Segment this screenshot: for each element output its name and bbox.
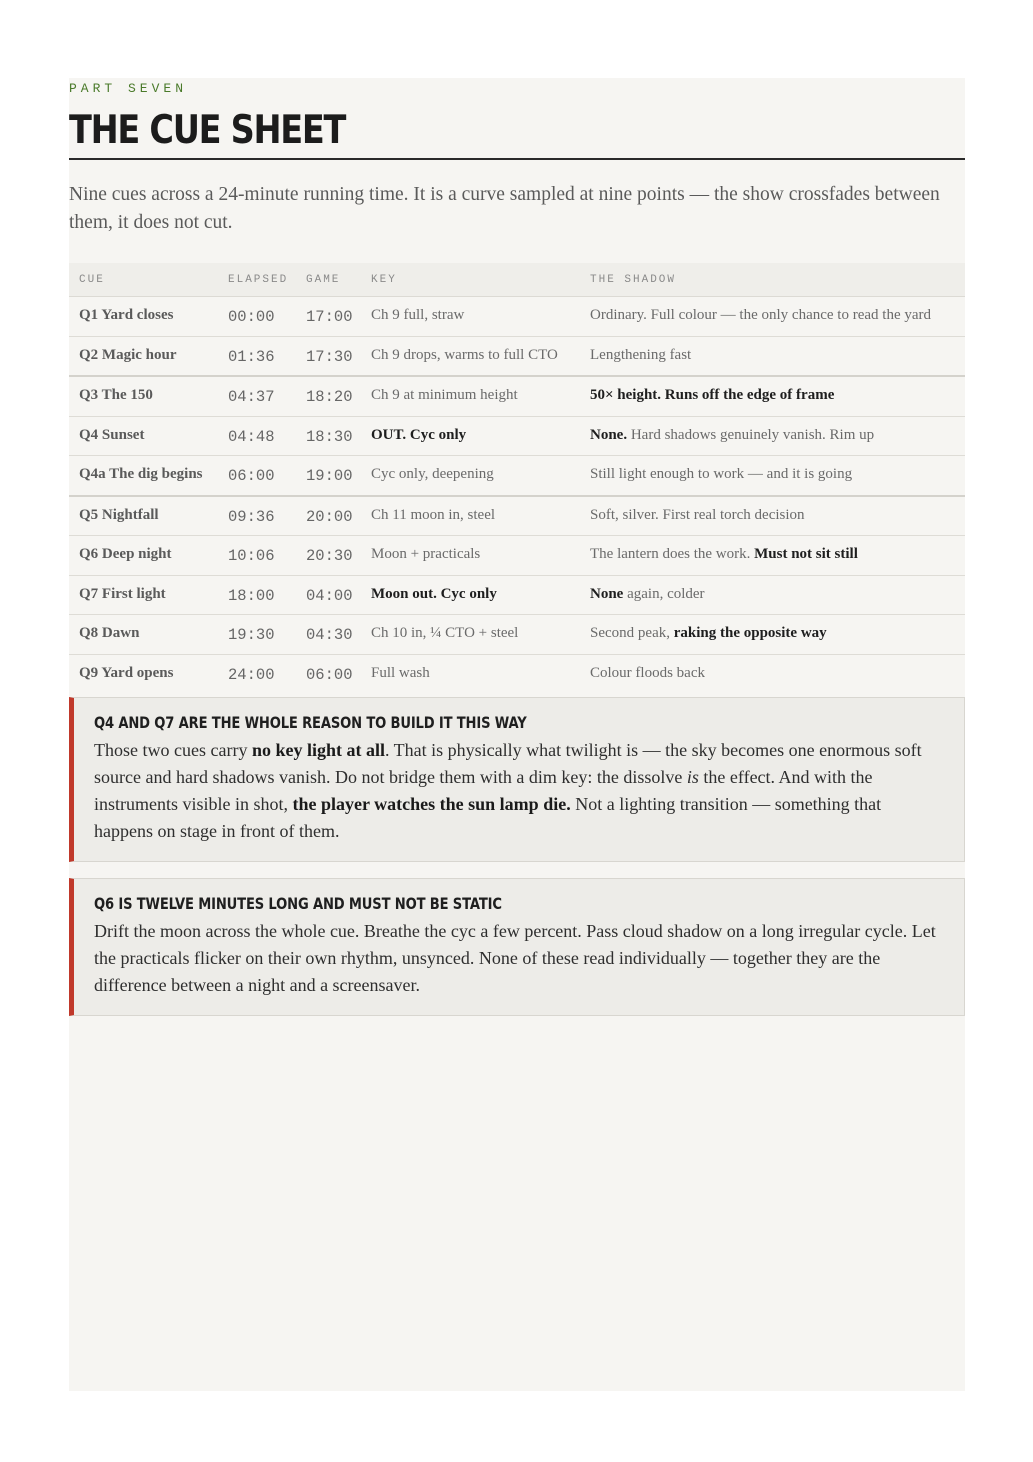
- text-run: Not a lighting transition — something that happens on stage in front of them.: [94, 794, 882, 841]
- cell-key: [361, 615, 580, 655]
- text-run: Drift the moon across the whole cue. Breathe the cyc a few percent. Pass cloud shadow on a long irregular cycle. Let the practicals flicker on their own rhythm, unsynced. None of these read individually — together they are the difference between a night and a screensaver.: [94, 921, 936, 995]
- bold-text: the player watches the sun lamp die.: [292, 794, 571, 814]
- cell-cue: Q4a The dig begins: [69, 456, 218, 496]
- strong-text: None: [590, 585, 624, 602]
- cell-shadow: [580, 496, 965, 536]
- column-header-game: GAME: [296, 263, 361, 297]
- cell-key: [361, 575, 580, 615]
- text-run: Ordinary. Full colour — the only chance to read the yard: [590, 307, 932, 323]
- column-header-elapsed: ELAPSED: [218, 263, 296, 297]
- cell-cue: Q6 Deep night: [69, 536, 218, 576]
- text-run: Ch 10 in, ¼ CTO + steel: [371, 625, 519, 641]
- cell-shadow: [580, 575, 965, 615]
- table-row: [69, 615, 965, 655]
- cell-shadow: [580, 654, 965, 693]
- cell-cue: Q7 First light: [69, 575, 218, 615]
- cell-elapsed: 04:48: [218, 416, 296, 456]
- cell-game: 04:30: [296, 615, 361, 655]
- cell-key: [361, 416, 580, 456]
- cell-elapsed: 19:30: [218, 615, 296, 655]
- text-run: Hard shadows genuinely vanish. Rim up: [627, 426, 875, 443]
- cell-elapsed: 10:06: [218, 536, 296, 576]
- cell-shadow: [580, 297, 965, 337]
- column-header-shadow: THE SHADOW: [580, 263, 965, 297]
- cell-cue: Q3 The 150: [69, 376, 218, 416]
- table-header-row: [69, 263, 965, 297]
- cell-elapsed: 00:00: [218, 297, 296, 337]
- text-run: Ch 9 at minimum height: [371, 387, 518, 403]
- page-title: THE CUE SHEET: [69, 108, 346, 153]
- cell-cue: Q2 Magic hour: [69, 336, 218, 376]
- cell-shadow: [580, 615, 965, 655]
- text-run: Full wash: [371, 664, 430, 681]
- cell-key: [361, 496, 580, 536]
- text-run: Those two cues carry: [94, 740, 252, 760]
- table-row: [69, 496, 965, 536]
- table-row: [69, 416, 965, 456]
- column-header-cue: CUE: [69, 263, 218, 297]
- text-run: Ch 9 full, straw: [371, 307, 465, 323]
- cell-elapsed: 04:37: [218, 376, 296, 416]
- cell-elapsed: 18:00: [218, 575, 296, 615]
- cell-game: 19:00: [296, 456, 361, 496]
- text-run: . That is physically what twilight is — the sky becomes one enormous soft source and hard shadows vanish. Do not bridge them with a dim key: the dissolve: [94, 740, 922, 787]
- callout-q6: [69, 878, 965, 1016]
- cell-key: [361, 654, 580, 693]
- text-run: Still light enough to work — and it is going: [590, 466, 853, 482]
- cell-cue: Q5 Nightfall: [69, 496, 218, 536]
- table-row: [69, 456, 965, 496]
- part-label: PART SEVEN: [69, 81, 188, 96]
- cell-shadow: [580, 336, 965, 376]
- callout-title: Q6 IS TWELVE MINUTES LONG AND MUST NOT BE STATIC: [94, 894, 502, 913]
- table-row: [69, 297, 965, 337]
- cell-elapsed: 09:36: [218, 496, 296, 536]
- strong-text: raking the opposite way: [673, 625, 827, 641]
- cell-game: 06:00: [306, 665, 353, 684]
- cue-table-body: [69, 297, 965, 694]
- text-run: Lengthening fast: [590, 346, 692, 363]
- strong-text: OUT. Cyc only: [371, 426, 467, 443]
- cell-shadow: [580, 376, 965, 416]
- text-run: Ch 11 moon in, steel: [371, 506, 496, 523]
- cell-shadow: [580, 456, 965, 496]
- text-run: again, colder: [623, 585, 705, 602]
- cell-key: [361, 376, 580, 416]
- table-row: [69, 575, 965, 615]
- strong-text: Moon out. Cyc only: [371, 585, 497, 602]
- cell-game: 17:00: [296, 297, 361, 337]
- text-run: Ch 9 drops, warms to full CTO: [371, 346, 558, 363]
- text-run: Second peak,: [590, 625, 674, 641]
- table-row: [69, 336, 965, 376]
- cell-cue: Q8 Dawn: [69, 615, 218, 655]
- text-run: Soft, silver. First real torch decision: [590, 506, 805, 523]
- callout-body: [94, 918, 944, 999]
- text-run: Colour floods back: [590, 664, 705, 681]
- table-row: [69, 654, 965, 693]
- cell-game: 04:00: [296, 575, 361, 615]
- page: [69, 78, 965, 1391]
- intro-text: Nine cues across a 24-minute running time. It is a curve sampled at nine points — the show crossfades between them, it does not cut.: [69, 184, 940, 233]
- bold-text: no key light at all: [251, 740, 385, 760]
- cell-game: 18:20: [296, 376, 361, 416]
- cell-game: 20:30: [296, 536, 361, 576]
- cell-elapsed: 24:00: [228, 665, 275, 684]
- cell-shadow: [580, 416, 965, 456]
- table-row: [69, 536, 965, 576]
- cell-game: 17:30: [296, 336, 361, 376]
- cell-cue: Q4 Sunset: [69, 416, 218, 456]
- strong-text: 50× height. Runs off the edge of frame: [590, 387, 835, 403]
- cell-elapsed: 06:00: [218, 456, 296, 496]
- callout-title: Q4 AND Q7 ARE THE WHOLE REASON TO BUILD IT THIS WAY: [94, 713, 527, 732]
- cell-cue: Q1 Yard closes: [69, 297, 218, 337]
- text-run: The lantern does the work.: [590, 546, 755, 562]
- cell-key: [361, 297, 580, 337]
- cell-cue: Q9 Yard opens: [79, 664, 174, 681]
- text-run: Moon + practicals: [371, 546, 481, 562]
- cell-shadow: [580, 536, 965, 576]
- text-run: the effect. And with the instruments visible in shot,: [94, 767, 873, 814]
- callout-body: [94, 737, 944, 845]
- strong-text: Must not sit still: [754, 546, 858, 562]
- text-run: Cyc only, deepening: [371, 466, 494, 482]
- cell-key: [361, 536, 580, 576]
- cell-elapsed: 01:36: [218, 336, 296, 376]
- callout-q4-q7: [69, 697, 965, 862]
- cell-key: [361, 336, 580, 376]
- strong-text: None.: [590, 426, 628, 443]
- cell-game: 20:00: [296, 496, 361, 536]
- column-header-key: KEY: [361, 263, 580, 297]
- cue-table: [69, 263, 965, 693]
- cell-key: [361, 456, 580, 496]
- table-row: [69, 376, 965, 416]
- cell-game: 18:30: [296, 416, 361, 456]
- italic-text: is: [686, 767, 699, 787]
